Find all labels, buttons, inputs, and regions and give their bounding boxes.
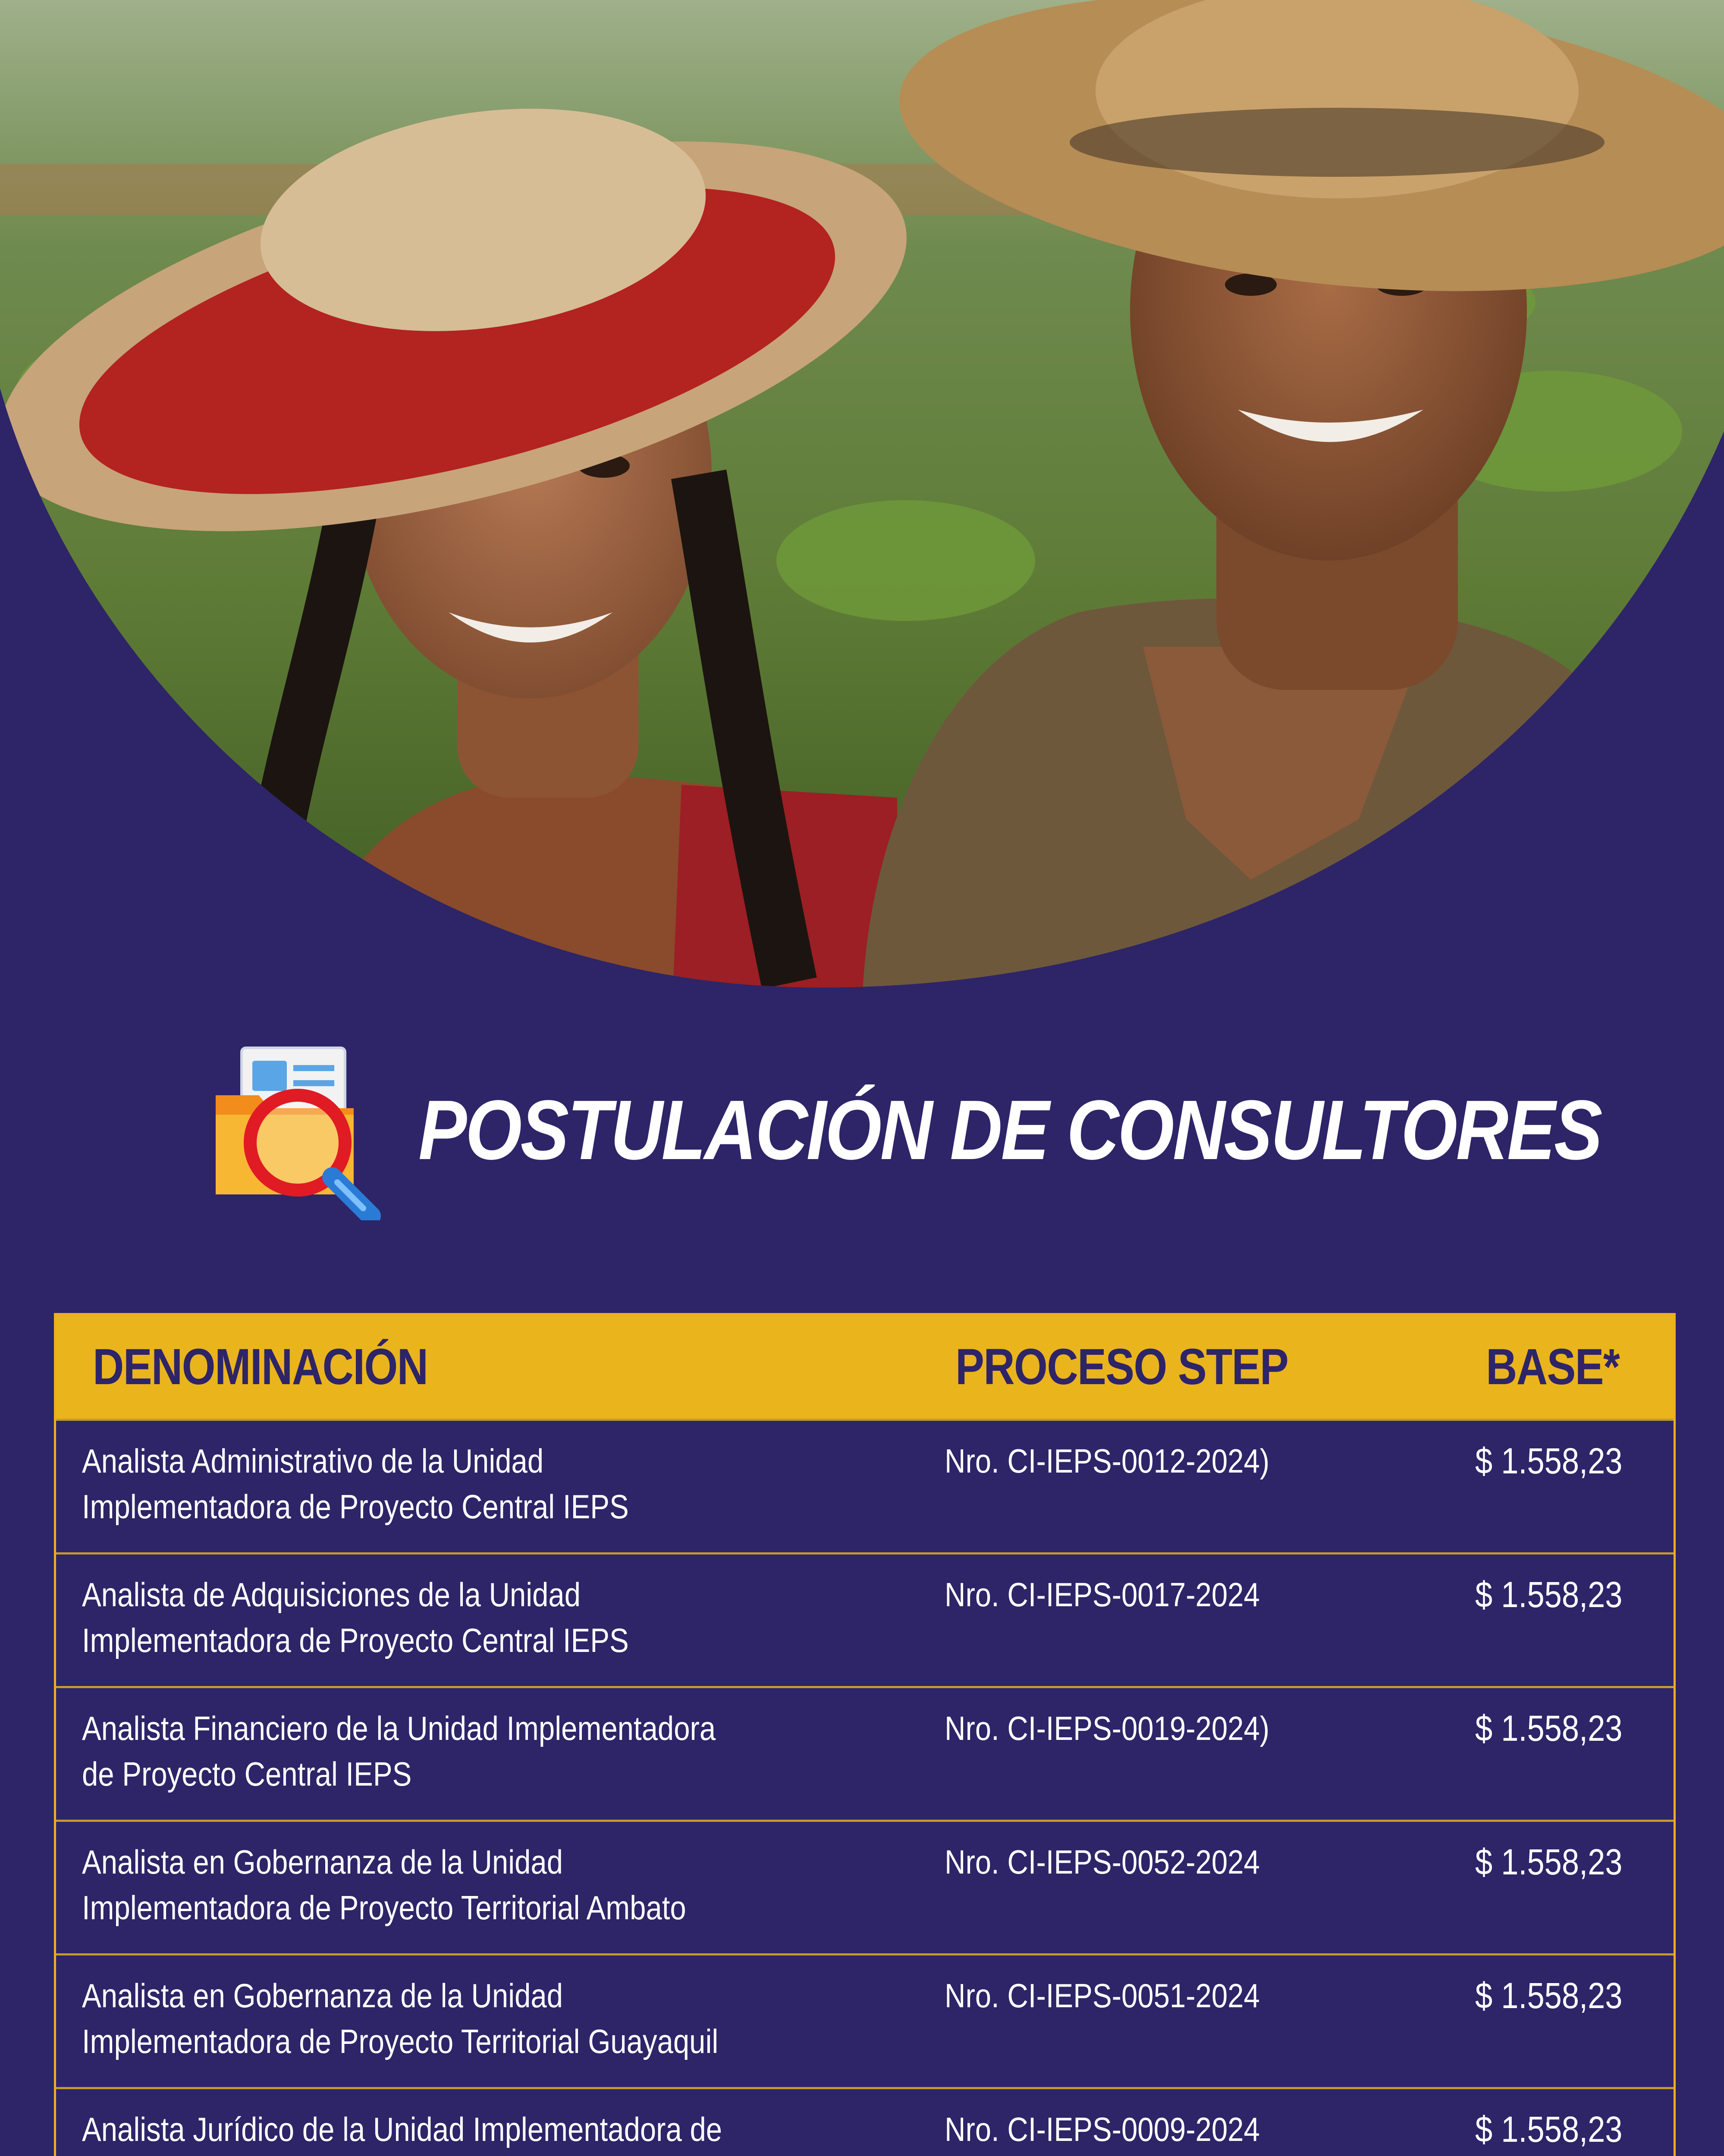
cell-denominacion: Analista de Adquisiciones de la Unidad Implementadora de Proyecto Central IEPS bbox=[56, 1554, 919, 1687]
page-title: POSTULACIÓN DE CONSULTORES bbox=[418, 1082, 1601, 1177]
cell-base: $ 1.558,23 bbox=[1449, 1687, 1674, 1821]
cell-proceso: Nro. CI-IEPS-0019-2024) bbox=[919, 1687, 1449, 1821]
cell-base: $ 1.558,23 bbox=[1449, 2088, 1674, 2156]
table-header-row bbox=[56, 1315, 1674, 1420]
header-proceso: PROCESO STEP bbox=[919, 1315, 1449, 1420]
table-row bbox=[56, 1554, 1674, 1687]
header-denominacion: DENOMINACIÓN bbox=[56, 1315, 919, 1420]
title-row bbox=[211, 1035, 1601, 1225]
cell-proceso: Nro. CI-IEPS-0012-2024) bbox=[919, 1420, 1449, 1554]
cell-base: $ 1.558,23 bbox=[1449, 1420, 1674, 1554]
cell-proceso: Nro. CI-IEPS-0017-2024 bbox=[919, 1554, 1449, 1687]
table-row bbox=[56, 2088, 1674, 2156]
folder-search-icon bbox=[211, 1039, 393, 1220]
cell-denominacion: Analista en Gobernanza de la Unidad Implementadora de Proyecto Territorial Ambato bbox=[56, 1821, 919, 1955]
cell-denominacion: Analista Financiero de la Unidad Implementadora de Proyecto Central IEPS bbox=[56, 1687, 919, 1821]
cell-denominacion: Analista en Gobernanza de la Unidad Implementadora de Proyecto Territorial Guayaquil bbox=[56, 1955, 919, 2088]
consultants-table bbox=[54, 1313, 1676, 2156]
table-row bbox=[56, 1420, 1674, 1554]
table-row bbox=[56, 1687, 1674, 1821]
cell-base: $ 1.558,23 bbox=[1449, 1554, 1674, 1687]
cell-proceso: Nro. CI-IEPS-0009-2024 bbox=[919, 2088, 1449, 2156]
cell-base: $ 1.558,23 bbox=[1449, 1821, 1674, 1955]
cell-denominacion: Analista Administrativo de la Unidad Implementadora de Proyecto Central IEPS bbox=[56, 1420, 919, 1554]
cell-base: $ 1.558,23 bbox=[1449, 1955, 1674, 2088]
table-row bbox=[56, 1955, 1674, 2088]
cell-proceso: Nro. CI-IEPS-0051-2024 bbox=[919, 1955, 1449, 2088]
table-row bbox=[56, 1821, 1674, 1955]
cell-denominacion: Analista Jurídico de la Unidad Implementadora de bbox=[56, 2088, 919, 2156]
hero-photo bbox=[0, 0, 1724, 992]
cell-proceso: Nro. CI-IEPS-0052-2024 bbox=[919, 1821, 1449, 1955]
header-base: BASE* bbox=[1449, 1315, 1674, 1420]
